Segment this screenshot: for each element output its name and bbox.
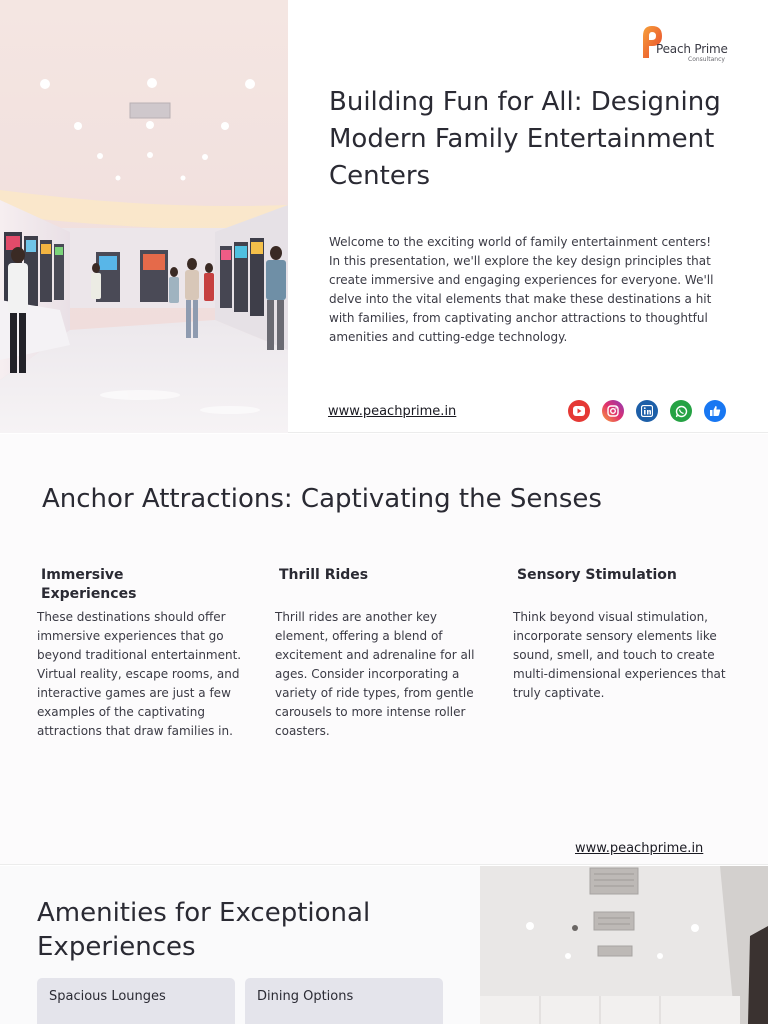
column-body: Thrill rides are another key element, offering a blend of excitement and adrenaline for all ages. Consider incorporating a variety of ride types, from gentle carousels to more intense roller coasters. <box>275 610 475 738</box>
logo-tagline: Consultancy <box>688 56 725 63</box>
card-label: Dining Options <box>257 989 354 1004</box>
column-heading: Thrill Rides <box>279 567 369 583</box>
column-body: Think beyond visual stimulation, incorporate sensory elements like sound, smell, and touch to create multi-dimensional experiences that truly captivate. <box>513 610 726 700</box>
slide-anchor-attractions <box>0 434 768 865</box>
ceiling-interior-image <box>480 866 768 1024</box>
whatsapp-icon[interactable] <box>670 400 692 422</box>
amenity-card-spacious-lounges <box>37 978 235 1024</box>
column-immersive-experiences <box>37 566 242 741</box>
amenity-card-dining-options <box>245 978 443 1024</box>
section-title: Anchor Attractions: Captivating the Senses <box>42 484 602 514</box>
instagram-icon[interactable] <box>602 400 624 422</box>
logo-name: Peach Prime <box>656 42 728 56</box>
page-title: Building Fun for All: Designing Modern Family Entertainment Centers <box>329 87 721 191</box>
intro-paragraph: Welcome to the exciting world of family entertainment centers! In this presentation, we'll explore the key design principles that create immersive and engaging experiences for everyone. We'll delve into the vital elements that make these destinations a hit with families, from captivating anchor attractions to thoughtful amenities and cutting-edge technology. <box>329 235 714 344</box>
slide-intro <box>0 0 768 433</box>
youtube-icon[interactable] <box>568 400 590 422</box>
column-heading: Sensory Stimulation <box>517 567 677 583</box>
card-label: Spacious Lounges <box>49 989 166 1004</box>
column-heading: Immersive Experiences <box>41 567 137 602</box>
arcade-hero-image <box>0 0 288 433</box>
column-sensory-stimulation <box>513 566 728 703</box>
column-thrill-rides <box>275 566 480 741</box>
facebook-like-icon[interactable] <box>704 400 726 422</box>
section-title: Amenities for Exceptional Experiences <box>37 898 371 962</box>
website-link[interactable]: www.peachprime.in <box>328 404 457 419</box>
social-links <box>568 400 726 422</box>
column-body: These destinations should offer immersive experiences that go beyond traditional entertainment. Virtual reality, escape rooms, and interactive games are just a few examples of the captivating attractions that draw families in. <box>37 610 242 738</box>
slide-amenities <box>0 866 768 1024</box>
linkedin-icon[interactable] <box>636 400 658 422</box>
peach-prime-logo[interactable] <box>640 24 732 68</box>
website-link[interactable]: www.peachprime.in <box>575 841 704 856</box>
